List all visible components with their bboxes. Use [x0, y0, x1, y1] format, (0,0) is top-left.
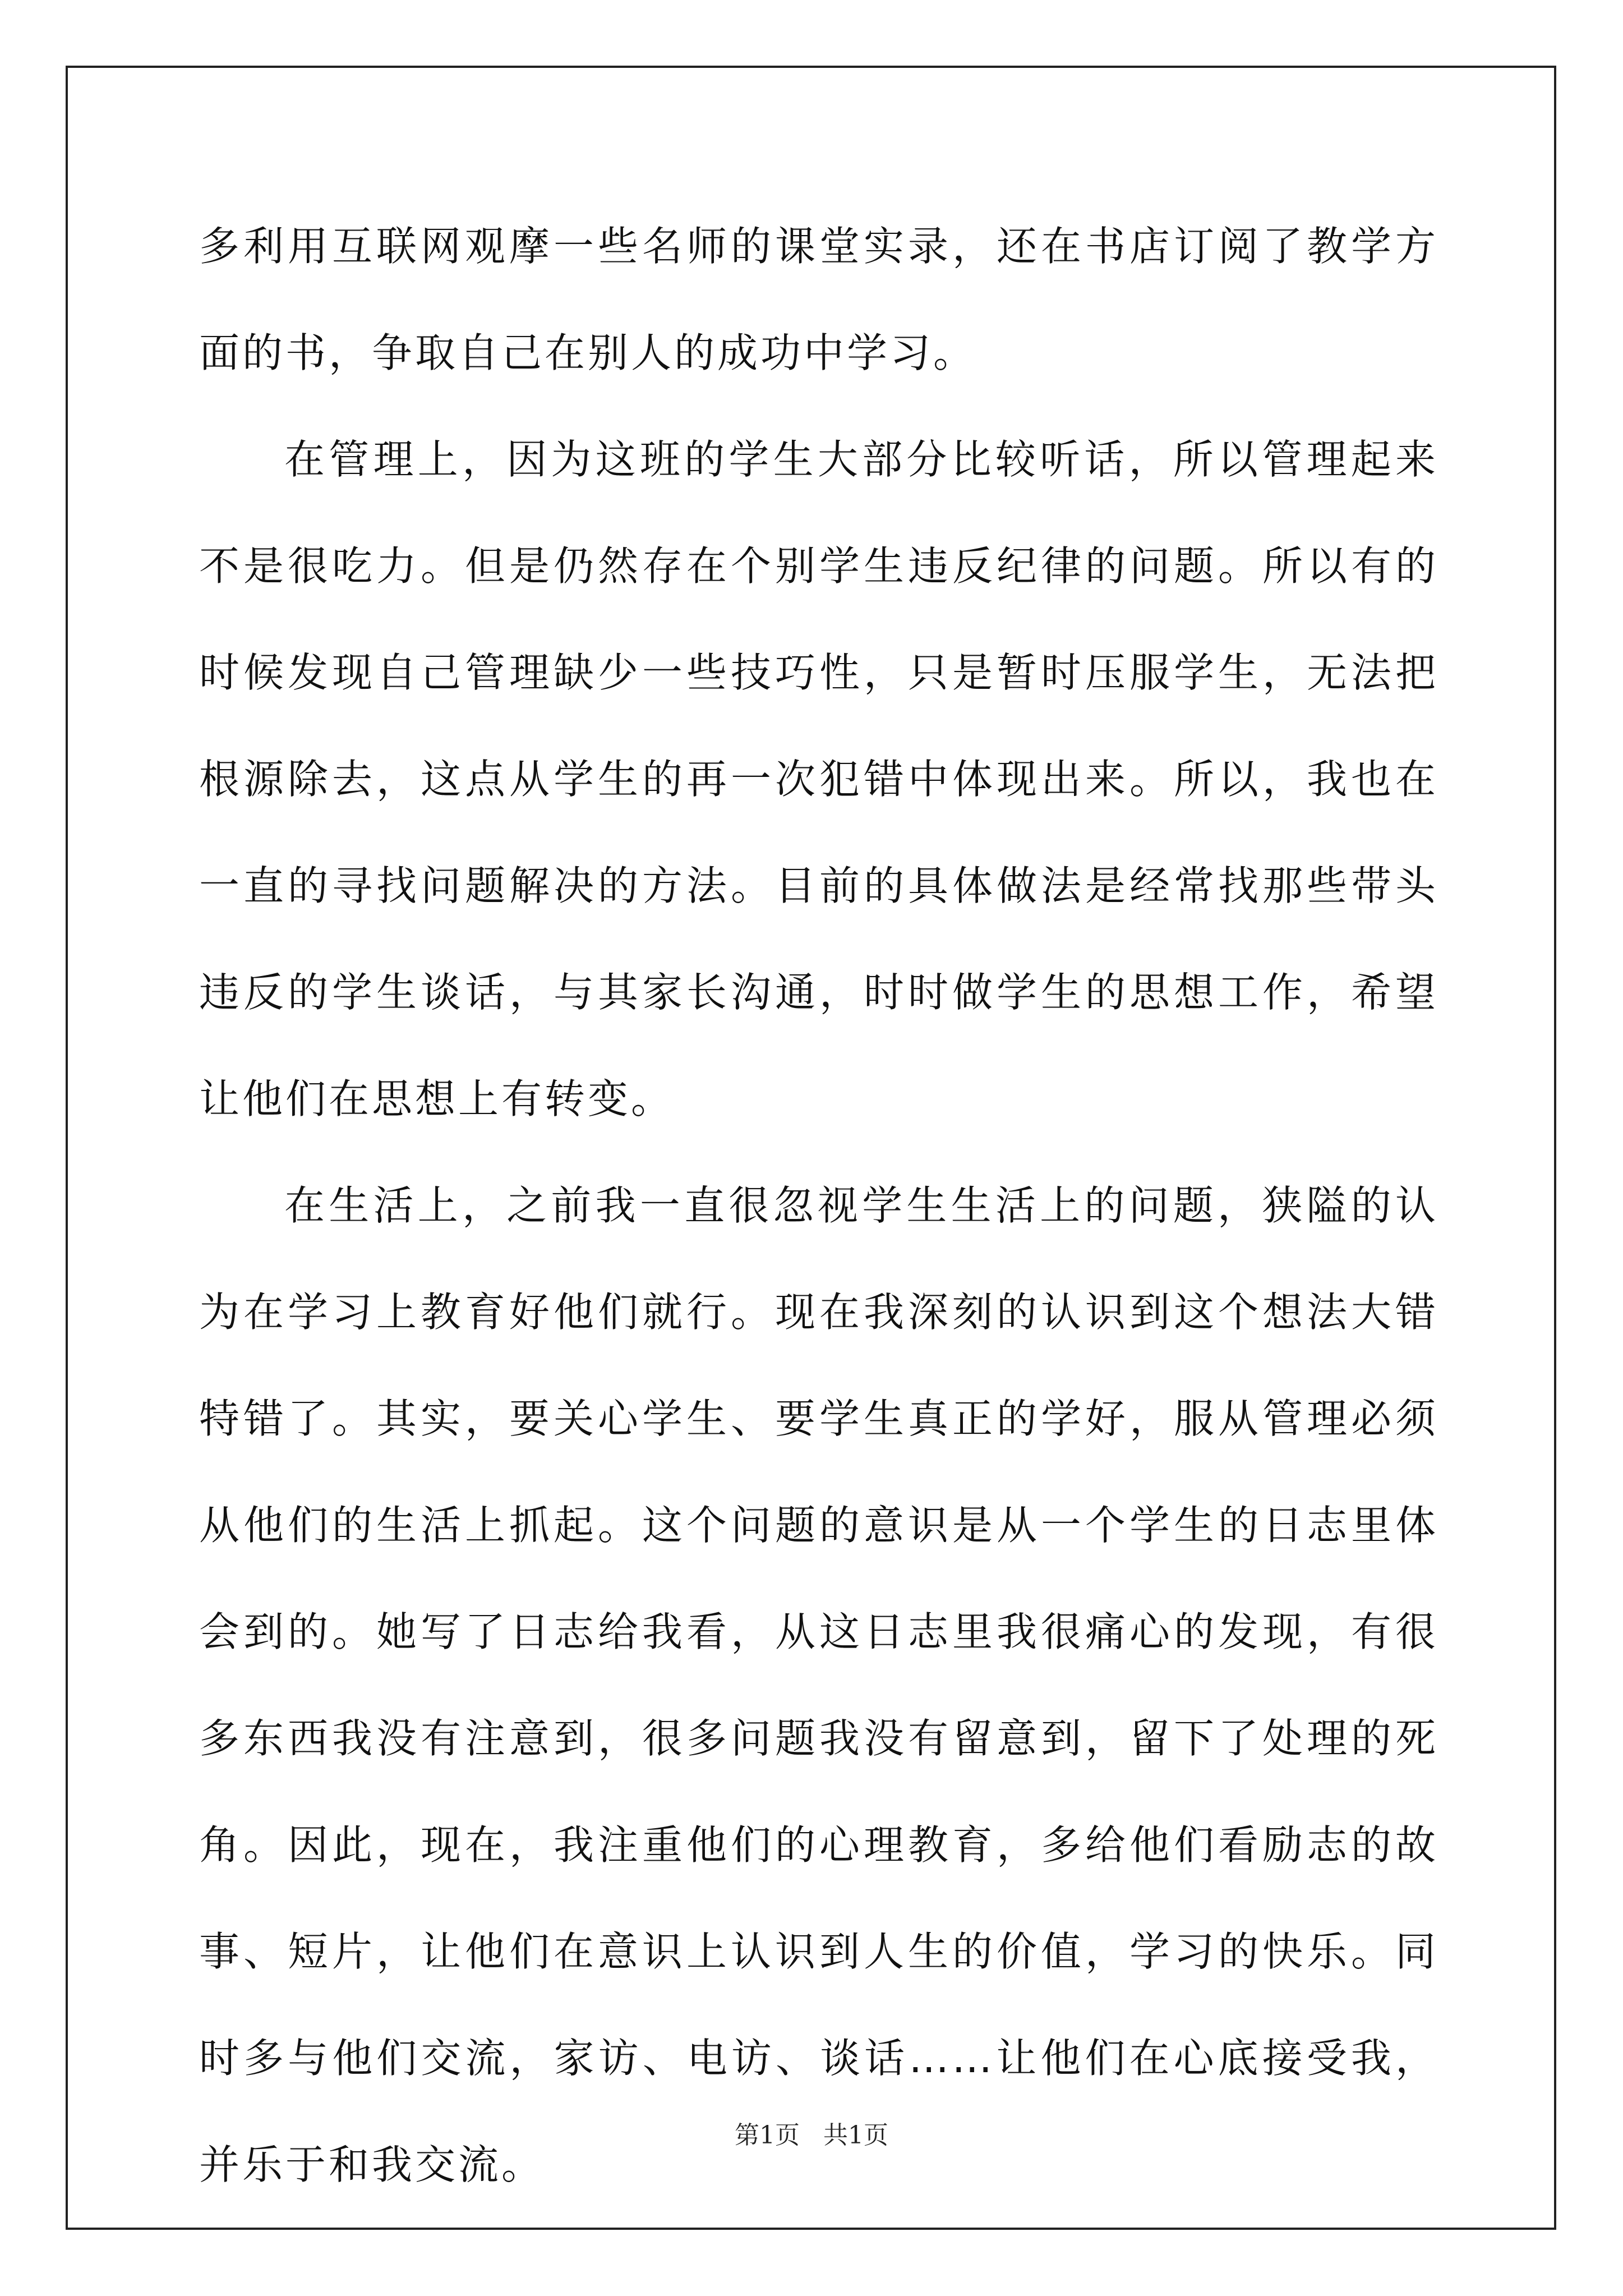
paragraph-2: 在管理上，因为这班的学生大部分比较听话，所以管理起来不是很吃力。但是仍然存在个别学生违反纪律的问题。所以有的时候发现自己管理缺少一些技巧性，只是暂时压服学生，无法把根源除去，这点从学生的再一次犯错中体现出来。所以，我也在一直的寻找问题解决的方法。目前的具体做法是经常找那些带头违反的学生谈话，与其家长沟通，时时做学生的思想工作，希望让他们在思想上有转变。: [199, 436, 1438, 1122]
page-footer: [0, 2115, 1623, 2151]
total-pages: 共1页: [823, 2121, 888, 2150]
document-body: [199, 193, 1438, 2218]
page-number: 第1页: [735, 2121, 800, 2150]
paragraph-1: 多利用互联网观摩一些名师的课堂实录，还在书店订阅了教学方面的书，争取自己在别人的成功中学习。: [199, 223, 1438, 376]
paragraph-3: 在生活上，之前我一直很忽视学生生活上的问题，狭隘的认为在学习上教育好他们就行。现在我深刻的认识到这个想法大错特错了。其实，要关心学生、要学生真正的学好，服从管理必须从他们的生活上抓起。这个问题的意识是从一个学生的日志里体会到的。她写了日志给我看，从这日志里我很痛心的发现，有很多东西我没有注意到，很多问题我没有留意到，留下了处理的死角。因此，现在，我注重他们的心理教育，多给他们看励志的故事、短片，让他们在意识上认识到人生的价值，学习的快乐。同时多与他们交流，家访、电访、谈话……让他们在心底接受我，并乐于和我交流。: [199, 1182, 1438, 2188]
